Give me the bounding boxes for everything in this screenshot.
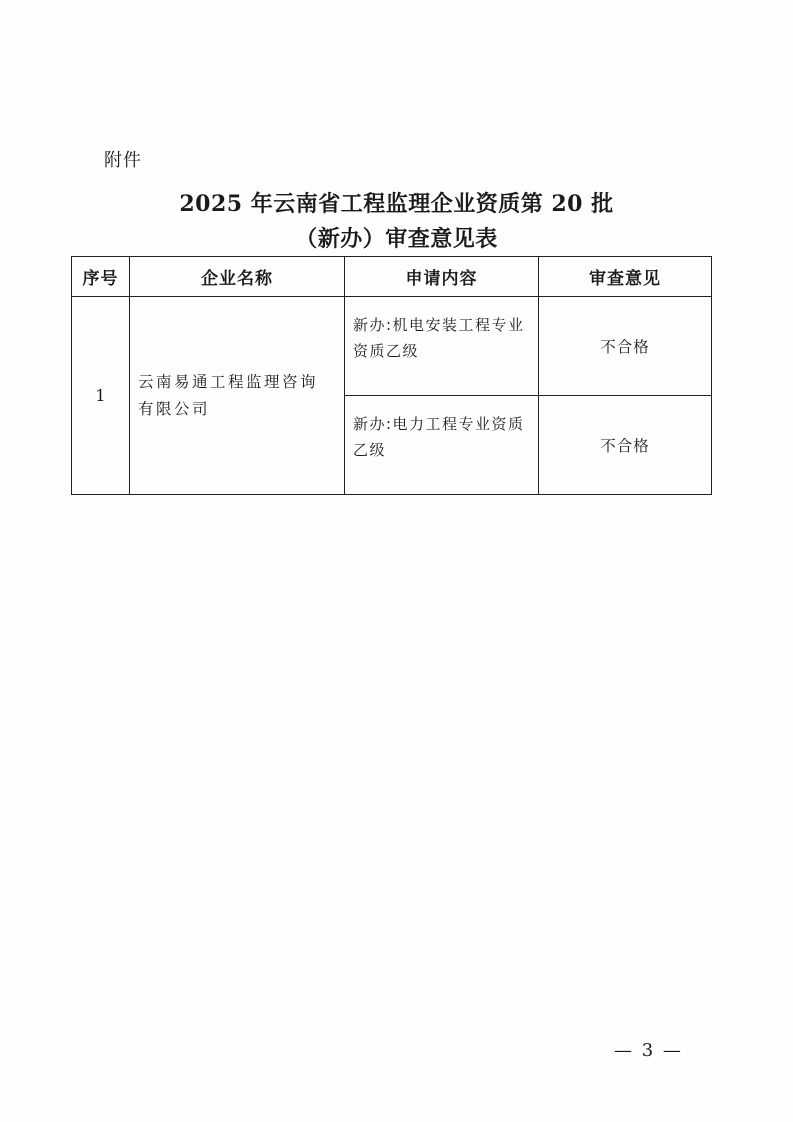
document-title-line2: （新办）审查意见表 (295, 226, 498, 252)
column-header-content: 申请内容 (345, 257, 539, 297)
review-opinion-table (71, 256, 712, 495)
attachment-label: 附件 (104, 150, 142, 171)
table-header-row (72, 257, 712, 297)
column-header-company: 企业名称 (130, 257, 345, 297)
application-content: 新办:机电安装工程专业资质乙级 (345, 297, 539, 396)
column-header-result: 审查意见 (539, 257, 712, 297)
review-result: 不合格 (539, 297, 712, 396)
document-title-line1: 2025 年云南省工程监理企业资质第 20 批 (179, 191, 614, 217)
column-header-index: 序号 (72, 257, 130, 297)
company-name: 云南易通工程监理咨询有限公司 (130, 297, 345, 495)
page-number: — 3 — (614, 1040, 683, 1061)
application-content: 新办:电力工程专业资质乙级 (345, 396, 539, 495)
review-result: 不合格 (539, 396, 712, 495)
row-index: 1 (72, 297, 130, 495)
table-row (72, 297, 712, 396)
